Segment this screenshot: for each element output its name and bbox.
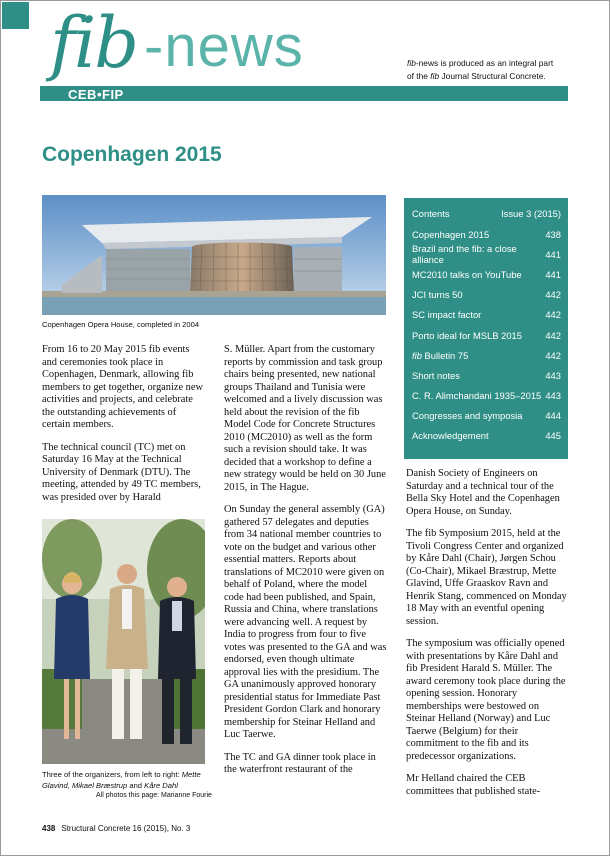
contents-item-page: 443 bbox=[545, 369, 561, 381]
contents-item-text: Congresses and symposia bbox=[412, 410, 523, 422]
contents-list bbox=[412, 224, 561, 446]
contents-item-page: 442 bbox=[545, 349, 561, 361]
contents-item-text: Brazil and the fib: a close alliance bbox=[412, 243, 517, 266]
caption-name-3: Kåre Dahl bbox=[144, 780, 178, 790]
masthead-note bbox=[407, 57, 577, 83]
contents-item bbox=[412, 386, 561, 406]
note-line2-fib: fib bbox=[430, 71, 440, 81]
article-headline: Copenhagen 2015 bbox=[42, 143, 222, 166]
contents-item-label bbox=[412, 289, 463, 300]
contents-item-label bbox=[412, 309, 481, 320]
note-line1: -news is produced as an integral part bbox=[415, 58, 554, 68]
caption-and: and bbox=[127, 780, 145, 790]
contents-item bbox=[412, 345, 561, 365]
contents-item bbox=[412, 224, 561, 244]
contents-item-label bbox=[412, 390, 541, 401]
contents-item-page: 442 bbox=[545, 289, 561, 301]
article-column-3 bbox=[406, 468, 570, 808]
masthead-logo-sub: CEB•FIP bbox=[68, 87, 124, 102]
contents-header bbox=[412, 208, 561, 224]
contents-item-label bbox=[412, 330, 522, 341]
corner-square bbox=[2, 2, 29, 29]
contents-item-text: MC2010 talks on YouTube bbox=[412, 268, 522, 280]
article-column-1 bbox=[42, 344, 206, 514]
organizers-photo-caption bbox=[42, 770, 212, 791]
contents-item bbox=[412, 365, 561, 385]
organizers-illustration bbox=[42, 519, 205, 764]
contents-item bbox=[412, 264, 561, 284]
masthead-logo-fib: fib bbox=[50, 2, 138, 84]
contents-item-text: JCI turns 50 bbox=[412, 289, 463, 301]
photo-credit: All photos this page: Marianne Fourie bbox=[96, 792, 212, 799]
contents-item-label bbox=[412, 269, 522, 280]
contents-item bbox=[412, 426, 561, 446]
contents-item bbox=[412, 244, 561, 264]
col1-paragraph-2: The technical council (TC) met on Saturday 16 May at the Technical University of Denmark (DTU). The meeting, attended by 49 TC members, was presided over by Harald bbox=[42, 441, 201, 503]
contents-item bbox=[412, 285, 561, 305]
article-column-2 bbox=[224, 344, 388, 787]
contents-item-page: 441 bbox=[545, 248, 561, 260]
contents-item-label bbox=[412, 370, 460, 381]
contents-item-prefix: fib bbox=[412, 349, 422, 361]
contents-item-text: Bulletin 75 bbox=[421, 349, 469, 361]
opera-house-photo bbox=[42, 195, 386, 315]
masthead-logo-news: -news bbox=[144, 14, 304, 79]
contents-item-text: Short notes bbox=[412, 369, 460, 381]
contents-item-page: 441 bbox=[545, 268, 561, 280]
contents-item-text: Copenhagen 2015 bbox=[412, 228, 490, 240]
contents-item-label bbox=[412, 430, 489, 441]
contents-item-page: 444 bbox=[545, 410, 561, 422]
opera-photo-caption: Copenhagen Opera House, completed in 2004 bbox=[42, 320, 200, 329]
note-fib: fib bbox=[407, 58, 416, 68]
journal-reference: Structural Concrete 16 (2015), No. 3 bbox=[61, 824, 191, 833]
col3-paragraph-4: Mr Helland chaired the CEB committees that published state- bbox=[406, 773, 541, 797]
col3-paragraph-1: Danish Society of Engineers on Saturday and a technical tour of the Bella Sky Hotel and the Copenhagen Opera House, on Sunday. bbox=[406, 468, 560, 517]
contents-item-label bbox=[412, 243, 545, 265]
contents-item-text: Porto ideal for MSLB 2015 bbox=[412, 329, 522, 341]
contents-box bbox=[404, 198, 568, 459]
col2-paragraph-3: The TC and GA dinner took place in the waterfront restaurant of the bbox=[224, 751, 376, 775]
contents-item-page: 445 bbox=[545, 430, 561, 442]
caption-prefix: Three of the organizers, from left to right: bbox=[42, 770, 182, 779]
contents-item-page: 442 bbox=[545, 309, 561, 321]
col3-paragraph-3: The symposium was officially opened with presentations by Kåre Dahl and fib President Harald S. Müller. The award ceremony took place during the opening session. Honorary memberships were bestowed on Steinar Helland (Norway) and Luc Taerwe (Belgium) for their commitment to the fib and its predecessor organizations. bbox=[406, 638, 566, 762]
contents-item-page: 443 bbox=[545, 390, 561, 402]
contents-item-label bbox=[412, 229, 489, 240]
contents-issue: Issue 3 (2015) bbox=[501, 208, 561, 219]
caption-name-1: Mette bbox=[181, 770, 201, 779]
contents-item-text: Acknowledgement bbox=[412, 430, 489, 442]
page-footer bbox=[42, 824, 190, 833]
contents-item-label bbox=[412, 410, 522, 421]
page-number: 438 bbox=[42, 824, 56, 833]
contents-item-page: 442 bbox=[545, 329, 561, 341]
contents-item-text: C. R. Alimchandani 1935–2015 bbox=[412, 390, 542, 402]
note-line2-rest: Journal Structural Concrete. bbox=[439, 71, 546, 81]
note-line2-prefix: of the bbox=[407, 71, 431, 81]
col1-paragraph-1: From 16 to 20 May 2015 fib events and ceremonies took place in Copenhagen, Denmark, allowing fib members to get together, organize new activities and projects, and celebrate the outstanding achievements of certain members. bbox=[42, 344, 203, 430]
contents-item bbox=[412, 325, 561, 345]
caption-names-2: Glavind, Mikael Bræstrup bbox=[42, 780, 128, 790]
contents-item bbox=[412, 305, 561, 325]
col2-paragraph-1: S. Müller. Apart from the customary reports by commission and task group chairs being presented, new national groups Thailand and Tunisia were welcomed and a lively discussion was held about the revision of the fib Model Code for Concrete Structures 2010 (MC2010) as well as the form such a revision should take. It was decided that a workshop to define a new strategy would be held on 30 June 2015, in The Hague. bbox=[224, 344, 386, 493]
opera-house-illustration bbox=[42, 195, 386, 315]
organizers-photo bbox=[42, 519, 205, 764]
col2-paragraph-2: On Sunday the general assembly (GA) gathered 57 delegates and deputies from 34 national member countries to vote on the budget and various other essential matters. Reports about translations of MC2010 were given on behalf of Poland, where the model code had been published, and Spain, Russia and China, where translations were advancing well. A request by India to progress from four to five votes was presented to the GA and was endorsed, even though ultimate approval lies with the presidium. The GA unanimously approved honorary presidential status for Immediate Past President Gordon Clark and honorary membership for Steinar Helland and Luc Taerwe. bbox=[224, 504, 387, 740]
contents-title: Contents bbox=[412, 208, 450, 219]
contents-item-text: SC impact factor bbox=[412, 309, 482, 321]
contents-item bbox=[412, 406, 561, 426]
contents-item-label bbox=[412, 350, 468, 361]
contents-item-page: 438 bbox=[545, 228, 561, 240]
col3-paragraph-2: The fib Symposium 2015, held at the Tivoli Congress Center and organized by Kåre Dahl (Chair), Jørgen Schou (Co-Chair), Mikael Bræstrup, Mette Glavind, Uffe Graaskov Ravn and Henrik Stang, commenced on Monday 18 May with an eventful opening session. bbox=[406, 528, 567, 627]
